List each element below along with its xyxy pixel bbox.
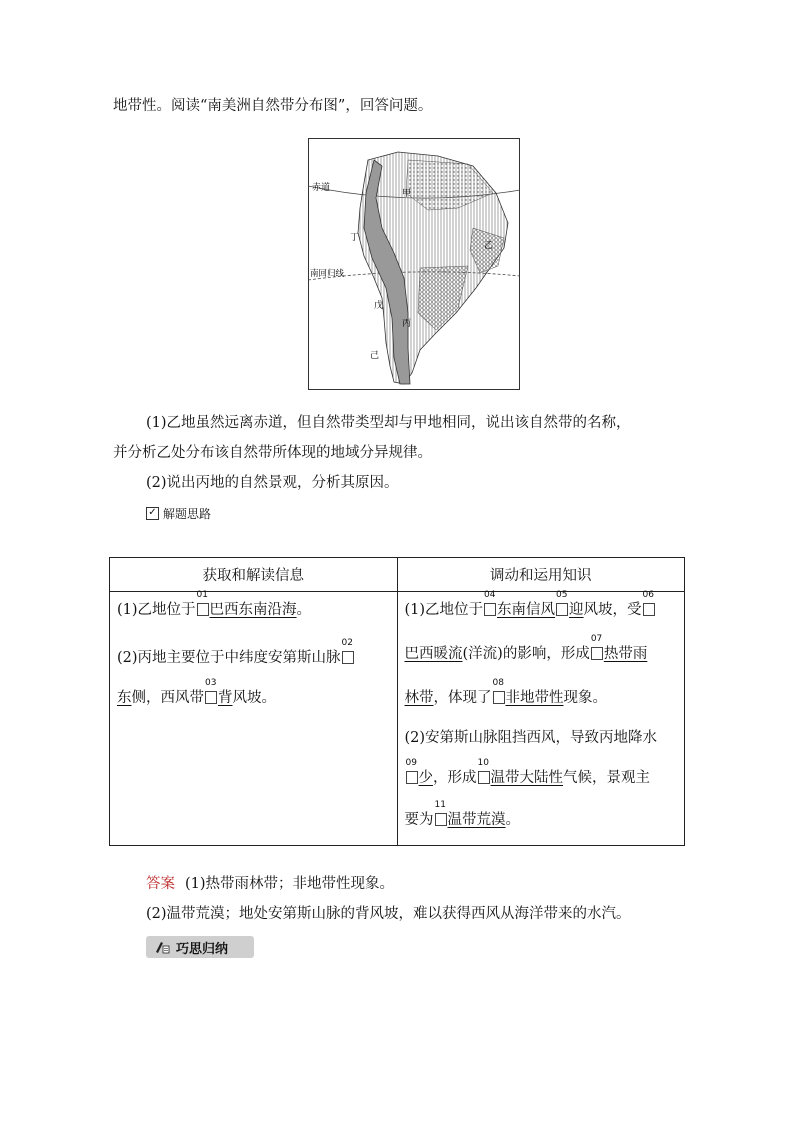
equator-label: 赤道	[312, 183, 331, 193]
map-label-jia: 甲	[402, 189, 412, 199]
map-label-wu: 戊	[374, 301, 384, 311]
question-1-line-1: (1)乙地虽然远离赤道，但自然带类型却与甲地相同，说出该自然带的名称，	[146, 415, 631, 431]
right-line-5: 09 少，形成 10 温带大陆性气候，景观主	[405, 758, 650, 786]
question-2: (2)说出丙地的自然景观，分析其原因。	[146, 475, 399, 491]
map-label-yi: 乙	[484, 241, 494, 251]
map-label-bing: 丙	[402, 319, 412, 329]
right-line-4: (2)安第斯山脉阻挡西风，导致丙地降水	[404, 730, 658, 746]
left-line-1: (1)乙地位于 01 巴西东南沿海。	[117, 590, 312, 618]
analysis-table	[109, 557, 685, 846]
pen-note-icon	[154, 940, 170, 954]
checkbox-icon: ✓	[146, 507, 159, 520]
table-cell-right	[397, 592, 685, 846]
map-label-ding: 丁	[350, 233, 360, 243]
answer-label: 答案	[146, 876, 175, 892]
table-header-left: 获取和解读信息	[110, 558, 398, 592]
south-america-map	[308, 138, 520, 390]
answer-line-2: (2)温带荒漠；地处安第斯山脉的背风坡，难以获得西风从海洋带来的水汽。	[146, 906, 631, 922]
summary-heading: 巧思归纳	[146, 936, 254, 958]
table-cell-left	[110, 592, 398, 846]
right-line-2: 巴西暖流(洋流)的影响，形成 07 热带雨	[404, 634, 648, 662]
right-line-3: 林带，体现了 08 非地带性现象。	[404, 678, 607, 706]
intro-text: 地带性。阅读“南美洲自然带分布图”，回答问题。	[113, 98, 433, 114]
tropic-label: 南回归线	[310, 269, 345, 279]
map-label-ji: 己	[370, 351, 380, 361]
right-line-1: (1)乙地位于 04 东南信风 05 迎风坡，受 06	[404, 590, 654, 618]
solution-tip-heading: ✓ 解题思路	[146, 505, 211, 522]
left-line-2: (2)丙地主要位于中纬度安第斯山脉 02	[117, 638, 353, 666]
table-header-right: 调动和运用知识	[397, 558, 685, 592]
question-1-line-2: 并分析乙处分布该自然带所体现的地域分异规律。	[113, 445, 432, 461]
right-line-6: 要为 11 温带荒漠。	[404, 800, 520, 828]
answer-line-1: 答案 (1)热带雨林带；非地带性现象。	[146, 876, 395, 892]
left-line-3: 东侧，西风带 03 背风坡。	[117, 678, 276, 706]
